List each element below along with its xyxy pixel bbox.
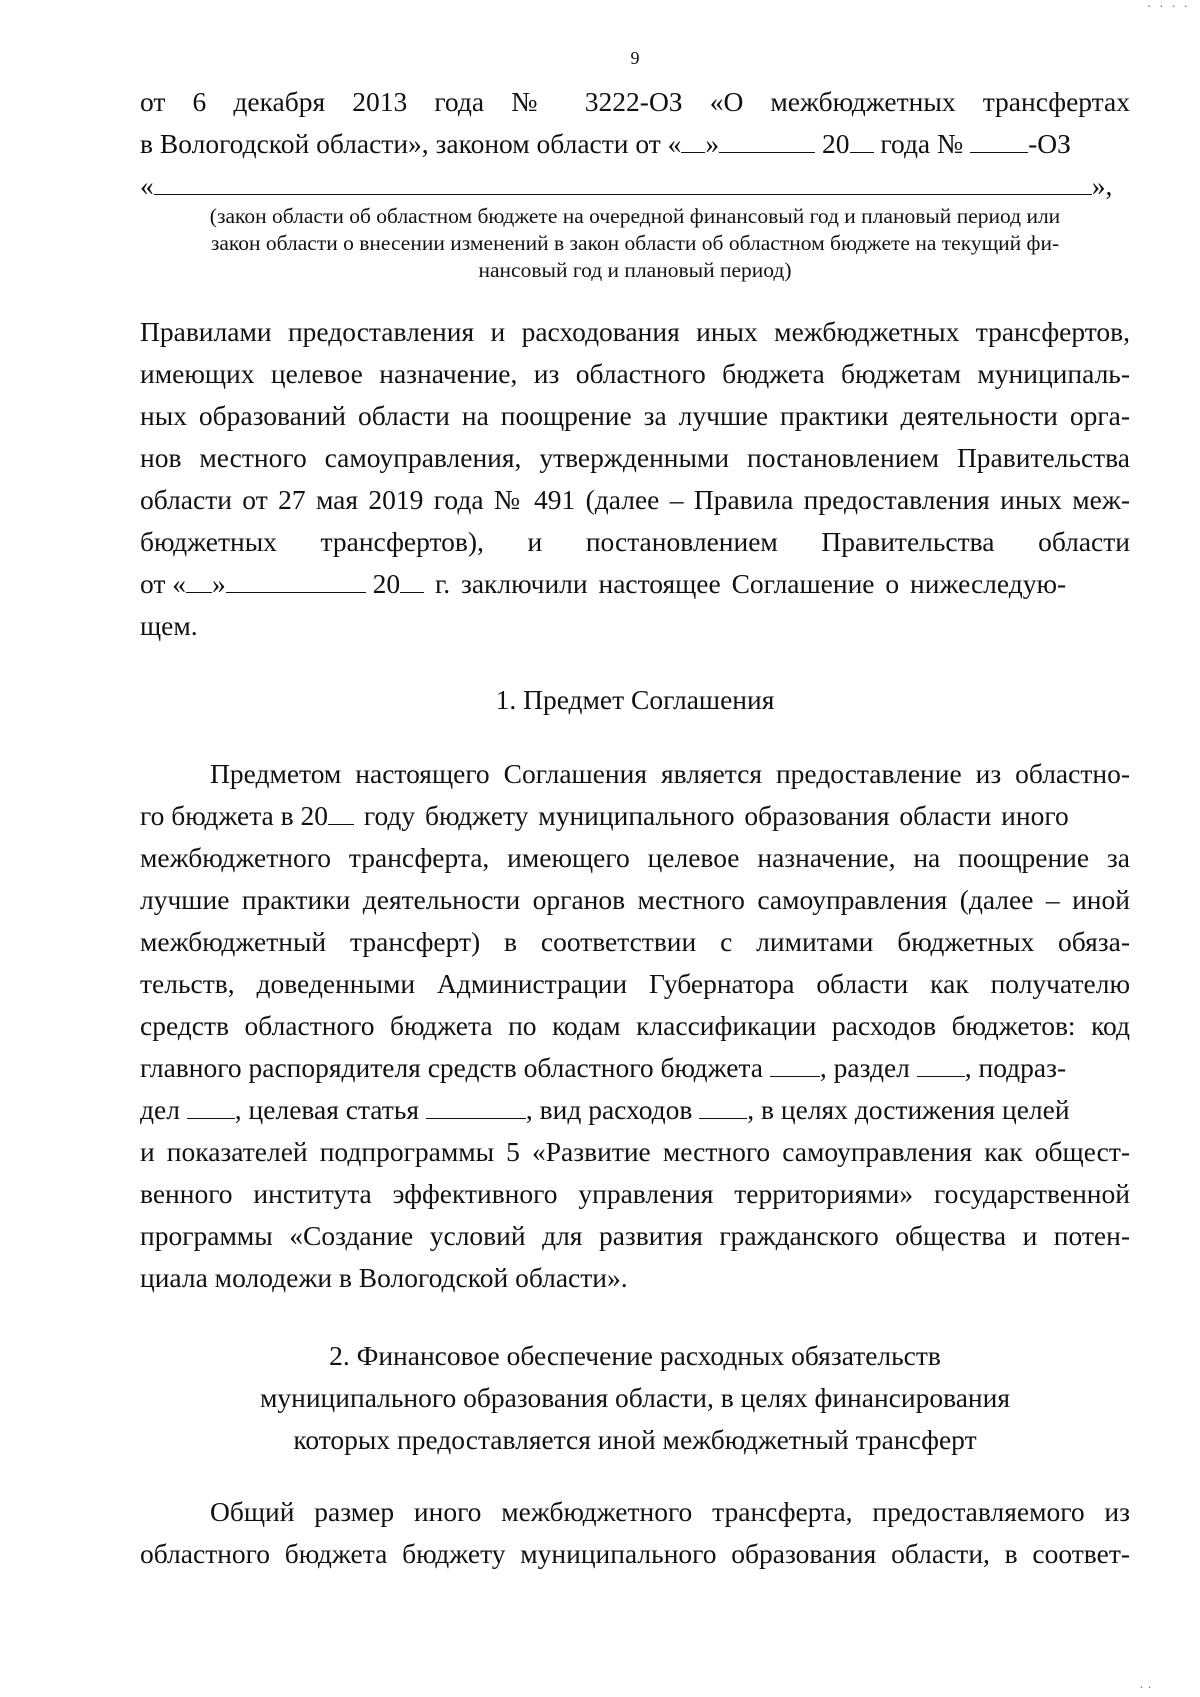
section1-line-12: программы «Создание условий для развития гражданского общества и потен- [140,1220,1130,1251]
intro-line-2-text-b: » [705,128,720,159]
para1-line-2: имеющих целевое назначение, из областного бюджета бюджетам муниципаль- [140,358,1130,389]
section1-line-8 [140,1048,1130,1088]
section2-title-line-1: 2. Финансовое обеспечение расходных обязательств [329,1340,941,1371]
para1-line-7-text-d: г. заключили настоящее Соглашение о нижеследую- [424,568,1067,599]
blank-year-2 [400,591,424,593]
blank-month [719,151,815,153]
section1-line-6: тельств, доведенными Администрации Губернатора области как получателю [140,968,1130,999]
section2-title-line-2: муниципального образования области, в целях финансирования [259,1382,1011,1413]
section1-line-9-text-b: , целевая статья [234,1094,420,1125]
blank-law-title [154,193,1092,195]
blank-expense-type [699,1117,747,1119]
section1-line-9-text-c: , вид расходов [525,1094,693,1125]
intro-line-2 [140,124,1130,164]
scan-mark-top: · · · · [1146,0,1190,15]
section1-line-9-text-a: дел [140,1094,180,1125]
para1-line-7-text-c: 20 [365,568,401,599]
para1-line-4: нов местного самоуправления, утвержденными постановлением Правительства [140,442,1130,473]
blank-month-2 [226,591,366,593]
section2-line-1: Общий размер иного межбюджетного трансферта, предоставляемого из [210,1496,1130,1527]
blank-grbs-code [770,1075,820,1077]
note-line-3: нансовый год и плановый период) [478,258,792,282]
para1-line-7 [140,564,1130,604]
section1-line-2 [140,796,1130,836]
blank-day-2 [186,591,212,593]
section1-line-5: межбюджетный трансферт) в соответствии с лимитами бюджетных обяза- [140,926,1130,957]
blank-subsection [187,1117,235,1119]
section1-line-7: средств областного бюджета по кодам классификации расходов бюджетов: код [140,1010,1130,1041]
section1-line-9 [140,1090,1130,1130]
section1-line-1: Предметом настоящего Соглашения является предоставление из областно- [210,758,1130,789]
scan-mark-bottom: · · [1139,1681,1152,1696]
section1-title: 1. Предмет Соглашения [495,684,775,715]
blank-year [850,151,874,153]
section1-line-8-text-b: , раздел [819,1052,910,1083]
section1-line-8-text-a: главного распорядителя средств областного бюджета [140,1052,763,1083]
section1-line-2-text-b: году бюджету муниципального образования области иного [354,800,1069,831]
para1-line-6: бюджетных трансфертов), и постановлением Правительства области [140,526,1130,557]
section1-line-8-text-c: , подраз- [964,1052,1067,1083]
para1-line-7-text-a: от « [140,568,187,599]
intro-line-2-text-c: 20 [815,128,850,159]
section2-title-line-3: которых предоставляется иной межбюджетный трансферт [293,1424,977,1455]
page-number: 9 [630,48,640,68]
para1-line-7-text-b: » [212,568,226,599]
intro-line-1: от 6 декабря 2013 года № 3222-ОЗ «О межбюджетных трансфертах [140,86,1130,117]
note-line-2: закон области о внесении изменений в закон области об областном бюджете на текущий фи- [210,231,1060,255]
section1-line-4: лучшие практики деятельности органов местного самоуправления (далее – иной [140,884,1130,915]
close-quote: », [1091,170,1113,201]
para1-line-3: ных образований области на поощрение за лучшие практики деятельности орга- [140,400,1130,431]
blank-year-3 [328,823,354,825]
section1-line-11: венного института эффективного управления территориями» государственной [140,1178,1130,1209]
para1-line-8: щем. [140,610,198,641]
open-quote: « [140,170,154,201]
section1-line-13: циала молодежи в Вологодской области». [140,1262,628,1293]
blank-law-number [970,151,1028,153]
section1-line-9-text-d: , в целях достижения целей [747,1094,1070,1125]
intro-line-3 [140,166,1130,206]
section1-line-10: и показателей подпрограммы 5 «Развитие местного самоуправления как общест- [140,1136,1130,1167]
note-line-1: (закон области об областном бюджете на очередной финансовый год и плановый период или [209,204,1061,228]
intro-line-2-text-e: -ОЗ [1028,128,1071,159]
intro-line-2-text-d: года № [873,128,964,159]
section1-line-2-text-a: го бюджета в 20 [140,800,328,831]
section1-line-3: межбюджетного трансферта, имеющего целевое назначение, на поощрение за [140,842,1130,873]
blank-section [917,1075,965,1077]
section2-line-2: областного бюджета бюджету муниципального образования области, в соответ- [140,1538,1130,1569]
blank-target-article [426,1117,526,1119]
para1-line-1: Правилами предоставления и расходования иных межбюджетных трансфертов, [140,316,1130,347]
para1-line-5: области от 27 мая 2019 года № 491 (далее – Правила предоставления иных меж- [140,484,1130,515]
intro-line-2-text-a: в Вологодской области», законом области от « [140,128,682,159]
blank-day [681,151,705,153]
